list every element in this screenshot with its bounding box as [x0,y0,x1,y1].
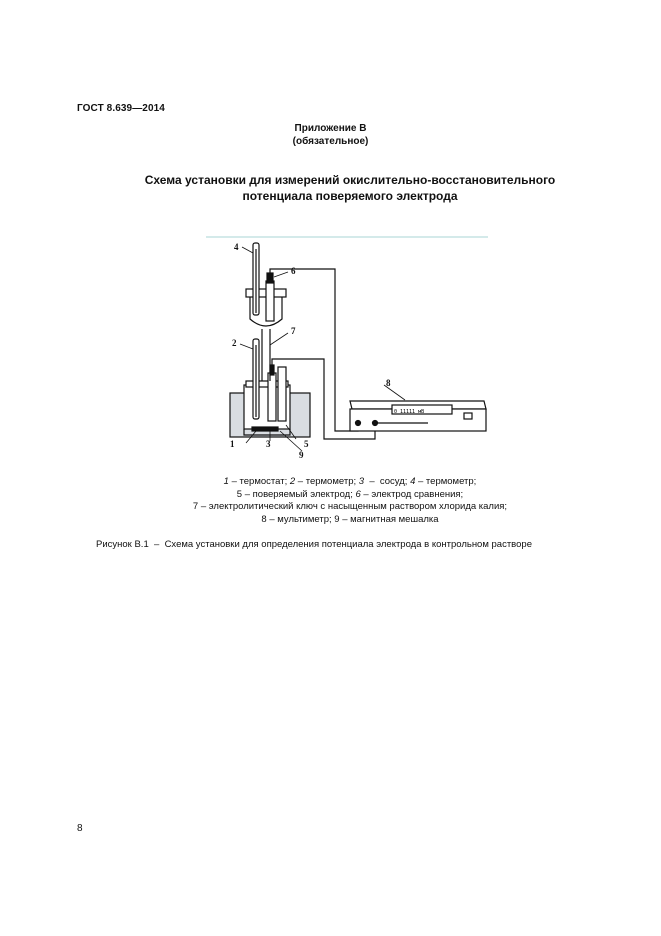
apparatus-drawing [230,243,486,439]
callout-8: 8 [386,378,391,388]
legend-text: – электрод сравнения; [360,488,464,500]
legend-num: 7 [192,501,199,512]
legend-text: – электролитический ключ с насыщенным раствором хлорида калия; [198,501,508,512]
apparatus-diagram [200,233,500,463]
multimeter-terminal-1 [356,421,361,426]
apparatus-figure [200,233,500,463]
legend-line-2 [0,489,661,502]
legend-text: – термометр; [295,476,359,487]
figure-legend [0,476,661,526]
appendix-heading [0,122,661,148]
figure-caption: Рисунок В.1 – Схема установки для определения потенциала электрода в контрольном растворе [96,539,532,550]
electrolytic-key-lower [278,367,286,421]
multimeter-readout: 0 11111 мВ [394,409,425,415]
legend-num: 9 [334,513,340,525]
legend-num: 6 [355,488,361,500]
legend-text: – магнитная мешалка [339,513,439,525]
title-line-2: потенциала поверяемого электрода [242,189,458,203]
legend-line-1 [0,476,661,489]
legend-num: 5 [236,488,243,500]
legend-text: – поверяемый электрод; [242,488,356,500]
test-electrode [268,373,276,421]
legend-text: – термостат; [228,476,290,487]
legend-num: 8 [261,513,267,525]
title-line-1: Схема установки для измерений окислительно-восстановительного [144,173,556,187]
callout-3: 3 [266,439,271,449]
magnetic-stirrer [252,427,278,431]
legend-line-3 [0,501,661,514]
callout-2: 2 [232,338,237,348]
test-electrode-cap [270,365,274,375]
legend-line-4 [0,514,661,527]
legend-num: 3 [358,476,365,487]
legend-text: – мультиметр; [266,513,335,525]
reference-electrode-cap [267,273,273,283]
callout-5: 5 [304,439,309,449]
multimeter-terminal-2 [373,421,378,426]
callout-9: 9 [299,450,304,460]
reference-electrode [266,281,274,321]
callout-7: 7 [291,326,296,336]
document-id: ГОСТ 8.639—2014 [77,103,165,114]
appendix-title: Приложение В [294,123,367,134]
callout-1: 1 [230,439,235,449]
callout-4: 4 [234,242,239,252]
page-title [0,172,661,204]
legend-num: 4 [410,476,416,487]
legend-text: – сосуд; [364,476,411,487]
legend-num: 2 [289,476,296,487]
appendix-note: (обязательное) [292,136,369,147]
page-number: 8 [77,823,83,834]
callout-6: 6 [291,266,296,276]
legend-text: – термометр; [415,476,477,487]
legend-num: 1 [223,476,229,487]
